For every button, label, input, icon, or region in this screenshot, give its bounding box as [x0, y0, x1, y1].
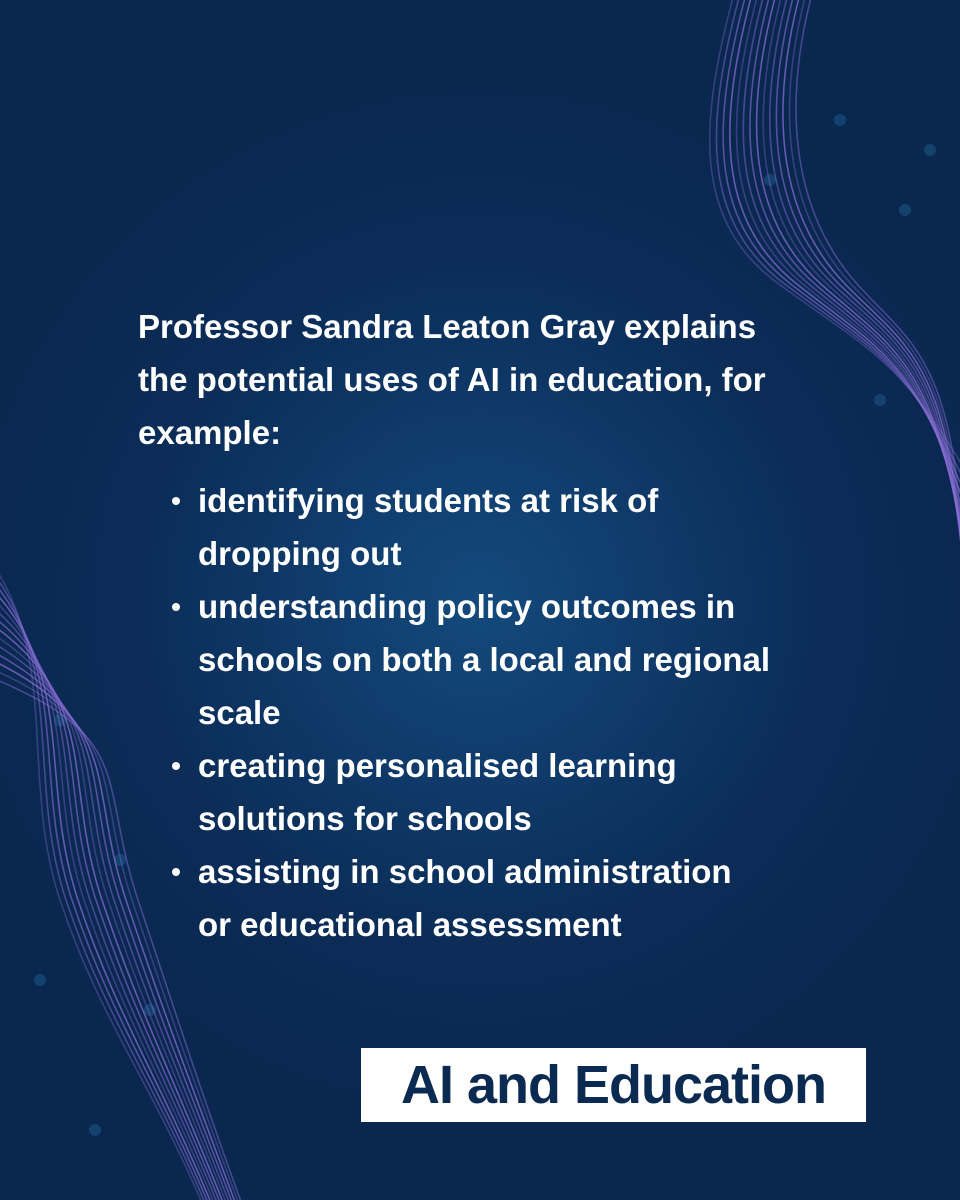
list-item-line: or educational assessment — [198, 906, 622, 943]
intro-line-1: Professor Sandra Leaton Gray explains — [138, 308, 757, 345]
list-item-line: understanding policy outcomes in — [198, 588, 736, 625]
bullet-dot-icon — [172, 868, 180, 876]
ai-and-education-logo — [361, 1048, 866, 1122]
logo-text: AI and Education — [400, 1055, 827, 1115]
list-item-line: dropping out — [198, 535, 402, 572]
intro-line-2: the potential uses of AI in education, for — [138, 361, 766, 398]
intro-paragraph — [138, 300, 838, 459]
list-item — [166, 580, 846, 739]
uses-list — [166, 474, 846, 951]
bullet-dot-icon — [172, 762, 180, 770]
list-item-line: creating personalised learning — [198, 747, 677, 784]
wave-line — [757, 0, 960, 554]
list-item-line: assisting in school administration — [198, 853, 732, 890]
network-dot — [924, 144, 936, 156]
list-item-line: schools on both a local and regional — [198, 641, 771, 678]
list-item — [166, 739, 846, 845]
list-item-line: solutions for schools — [198, 800, 532, 837]
list-item-line: identifying students at risk of — [198, 482, 659, 519]
list-item — [166, 474, 846, 580]
list-item — [166, 845, 846, 951]
network-dot — [834, 114, 846, 126]
bullet-dot-icon — [172, 497, 180, 505]
network-dot — [89, 1124, 101, 1136]
network-dot — [899, 204, 911, 216]
network-dot — [874, 394, 886, 406]
bullet-dot-icon — [172, 603, 180, 611]
network-dot — [34, 974, 46, 986]
list-item-line: scale — [198, 694, 281, 731]
intro-line-3: example: — [138, 414, 282, 451]
